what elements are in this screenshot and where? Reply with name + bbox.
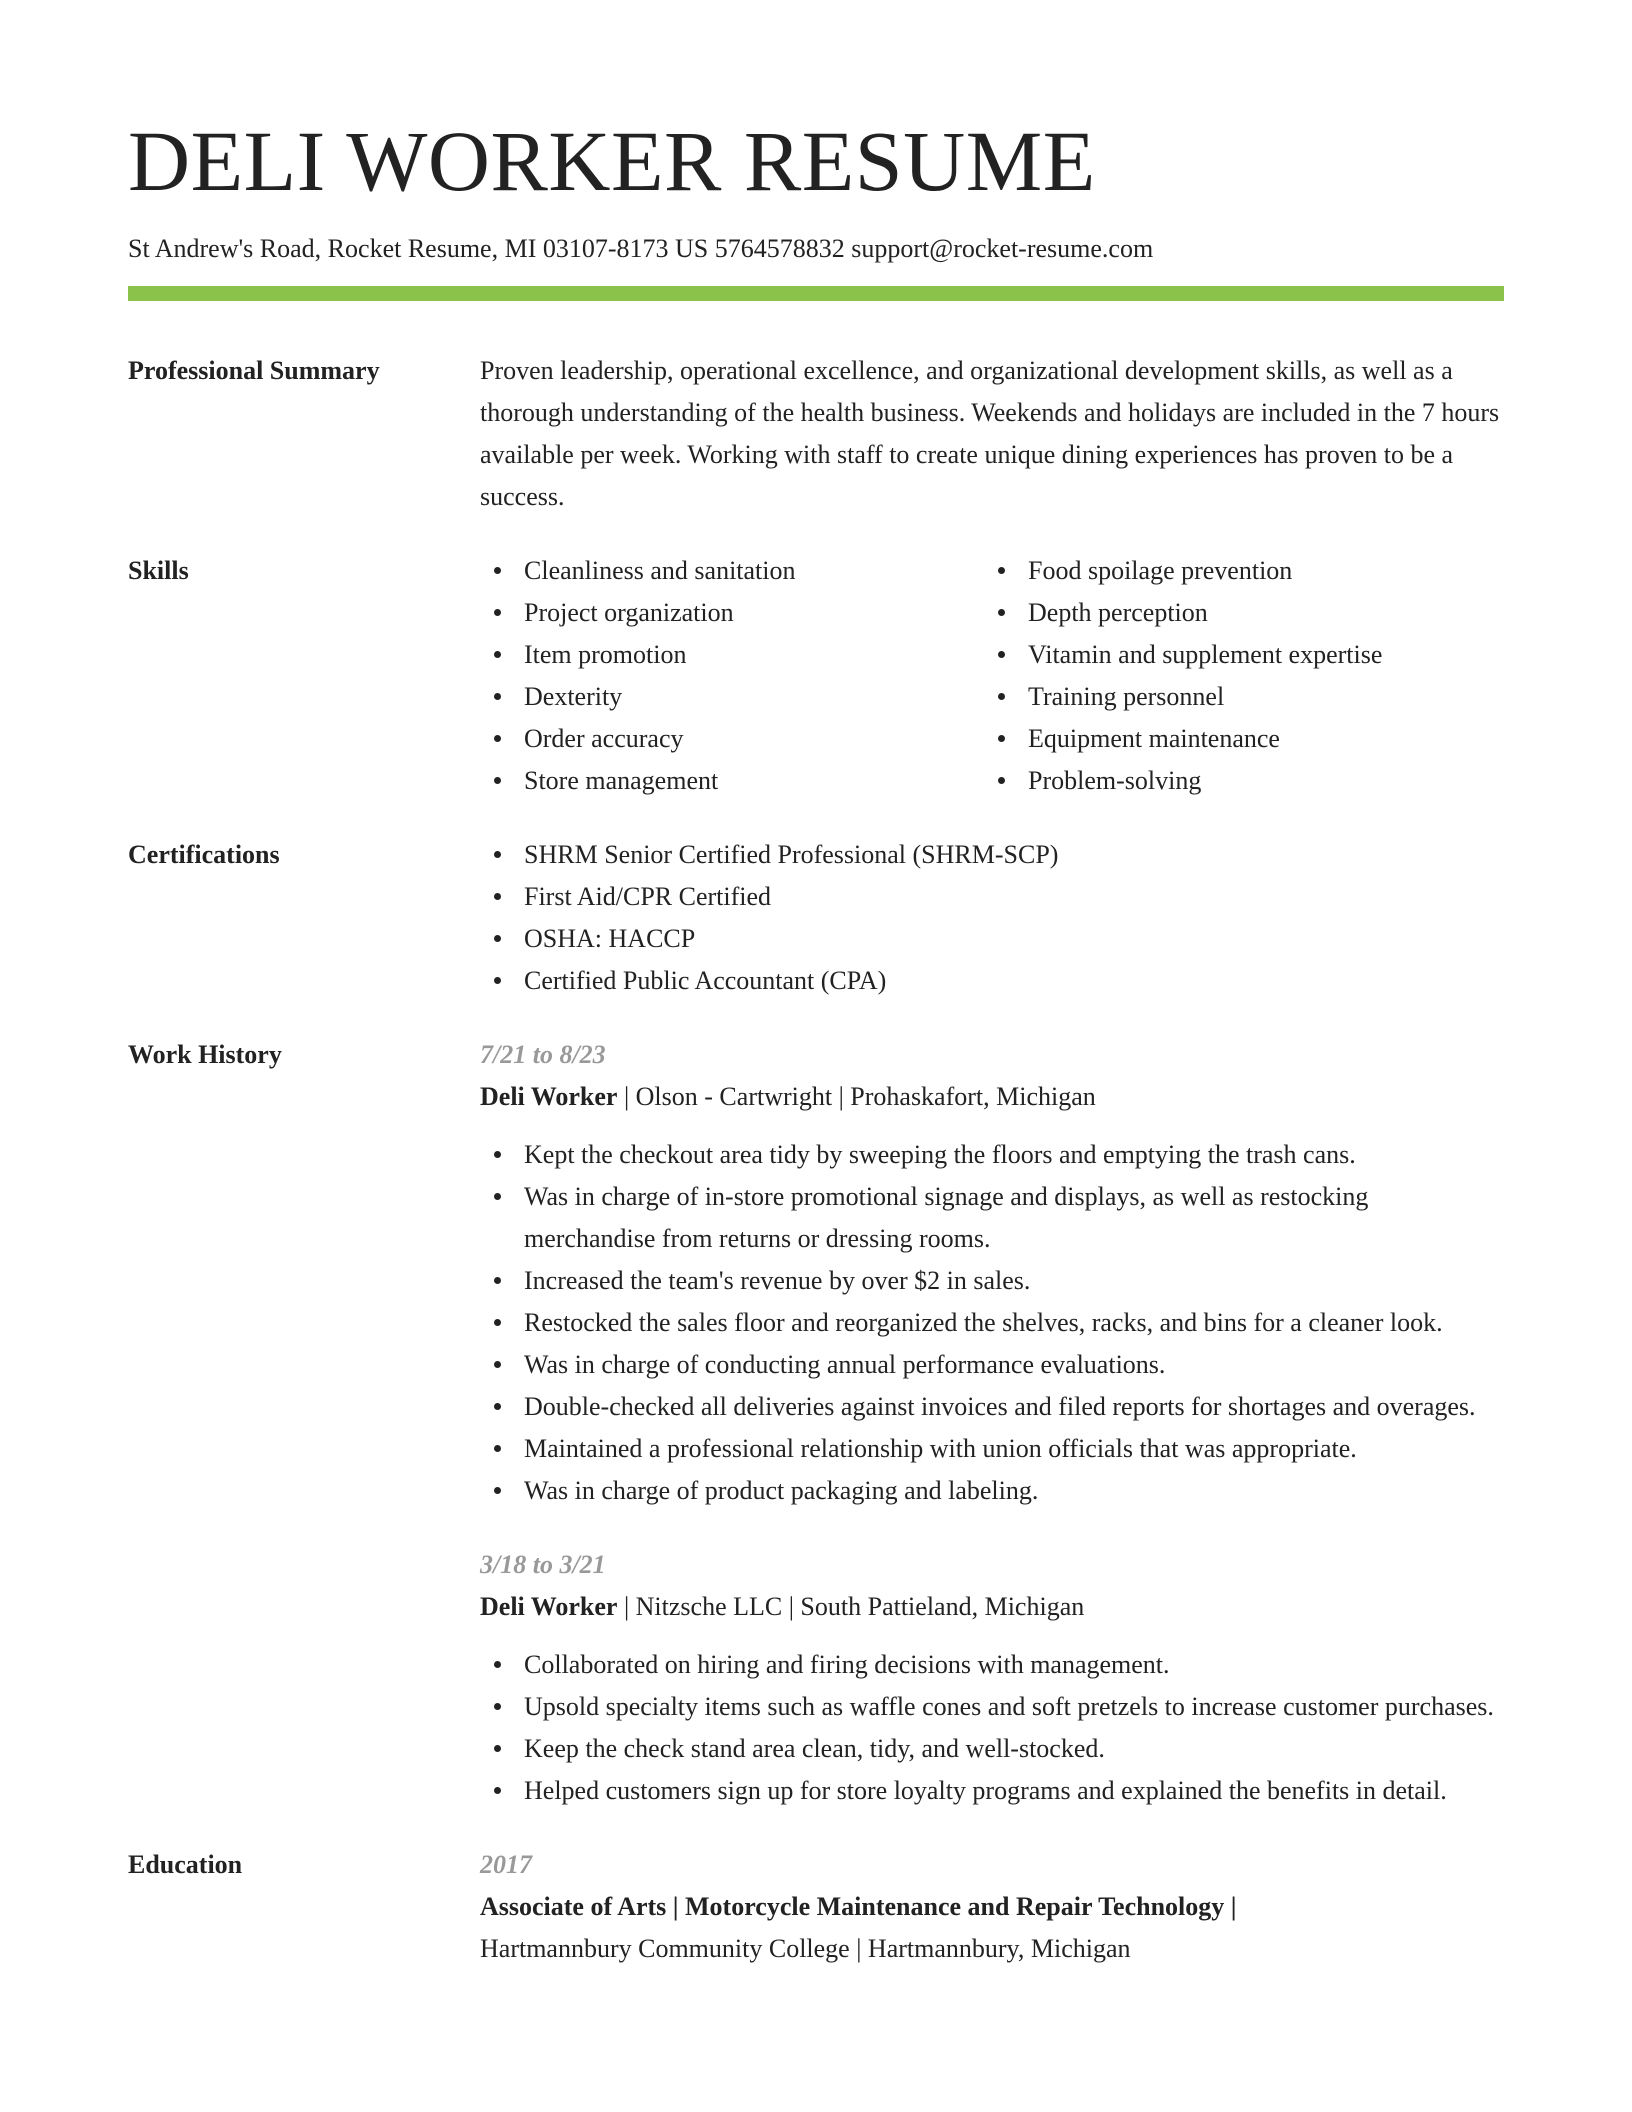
education-content (480, 1844, 1504, 1970)
job-duty: Kept the checkout area tidy by sweeping the floors and emptying the trash cans. (480, 1134, 1504, 1176)
job-dates: 3/18 to 3/21 (480, 1550, 606, 1579)
job-duty: Increased the team's revenue by over $2 in sales. (480, 1260, 1504, 1302)
skills-list (480, 550, 1504, 802)
education-section (128, 1844, 1504, 1970)
work-history-label: Work History (128, 1040, 282, 1069)
certification-item: OSHA: HACCP (480, 918, 1504, 960)
certifications-label: Certifications (128, 840, 280, 869)
job-duty: Helped customers sign up for store loyalty programs and explained the benefits in detail. (480, 1770, 1504, 1812)
job-duty: Double-checked all deliveries against invoices and filed reports for shortages and overages. (480, 1386, 1504, 1428)
skill-item: Problem-solving (984, 760, 1488, 802)
job-duties (480, 1644, 1504, 1812)
skills-column-2 (984, 550, 1488, 802)
job-heading (480, 1586, 1504, 1628)
skill-item: Item promotion (480, 634, 984, 676)
certification-item: Certified Public Accountant (CPA) (480, 960, 1504, 1002)
summary-section (128, 350, 1504, 518)
job-duty: Restocked the sales floor and reorganized the shelves, racks, and bins for a cleaner look. (480, 1302, 1504, 1344)
job-entry (480, 1034, 1504, 1512)
resume-body (128, 350, 1504, 1970)
job-heading (480, 1076, 1504, 1118)
certification-item: SHRM Senior Certified Professional (SHRM-SCP) (480, 834, 1504, 876)
skill-item: Dexterity (480, 676, 984, 718)
certifications-content (480, 834, 1504, 1002)
skill-item: Training personnel (984, 676, 1488, 718)
skills-column-1 (480, 550, 984, 802)
education-degree: Associate of Arts | Motorcycle Maintenance and Repair Technology | (480, 1892, 1237, 1921)
job-details: | Nitzsche LLC | South Pattieland, Michigan (617, 1592, 1085, 1621)
skill-item: Cleanliness and sanitation (480, 550, 984, 592)
work-history-content (480, 1034, 1504, 1812)
skill-item: Food spoilage prevention (984, 550, 1488, 592)
skill-item: Order accuracy (480, 718, 984, 760)
skill-item: Equipment maintenance (984, 718, 1488, 760)
certifications-list (480, 834, 1504, 1002)
job-duty: Was in charge of product packaging and labeling. (480, 1470, 1504, 1512)
job-dates: 7/21 to 8/23 (480, 1040, 606, 1069)
certifications-section (128, 834, 1504, 1002)
work-history-section (128, 1034, 1504, 1812)
job-details: | Olson - Cartwright | Prohaskafort, Michigan (617, 1082, 1096, 1111)
summary-label: Professional Summary (128, 356, 380, 385)
education-school: Hartmannbury Community College | Hartmannbury, Michigan (480, 1934, 1131, 1963)
skill-item: Store management (480, 760, 984, 802)
job-duty: Was in charge of conducting annual performance evaluations. (480, 1344, 1504, 1386)
job-title: Deli Worker (480, 1592, 618, 1621)
certification-item: First Aid/CPR Certified (480, 876, 1504, 918)
summary-text: Proven leadership, operational excellence, and organizational development skills, as well as a thorough understanding of the health business. Weekends and holidays are included in the 7 hours available per week. Working with staff to create unique dining experiences has proven to be a success. (480, 356, 1500, 511)
skill-item: Depth perception (984, 592, 1488, 634)
job-duty: Upsold specialty items such as waffle cones and soft pretzels to increase customer purchases. (480, 1686, 1504, 1728)
education-year: 2017 (480, 1850, 532, 1879)
job-duty: Maintained a professional relationship with union officials that was appropriate. (480, 1428, 1504, 1470)
job-duties (480, 1134, 1504, 1512)
skills-label: Skills (128, 556, 189, 585)
resume-title: DELI WORKER RESUME (128, 113, 1096, 209)
job-entry (480, 1544, 1504, 1812)
header-divider (128, 286, 1504, 301)
contact-line: St Andrew's Road, Rocket Resume, MI 03107-8173 US 5764578832 support@rocket-resume.com (128, 234, 1154, 263)
job-duty: Keep the check stand area clean, tidy, and well-stocked. (480, 1728, 1504, 1770)
education-label: Education (128, 1850, 243, 1879)
skill-item: Project organization (480, 592, 984, 634)
job-title: Deli Worker (480, 1082, 618, 1111)
skill-item: Vitamin and supplement expertise (984, 634, 1488, 676)
job-duty: Collaborated on hiring and firing decisions with management. (480, 1644, 1504, 1686)
job-duty: Was in charge of in-store promotional signage and displays, as well as restocking merchandise from returns or dressing rooms. (480, 1176, 1504, 1260)
skills-section (128, 550, 1504, 802)
